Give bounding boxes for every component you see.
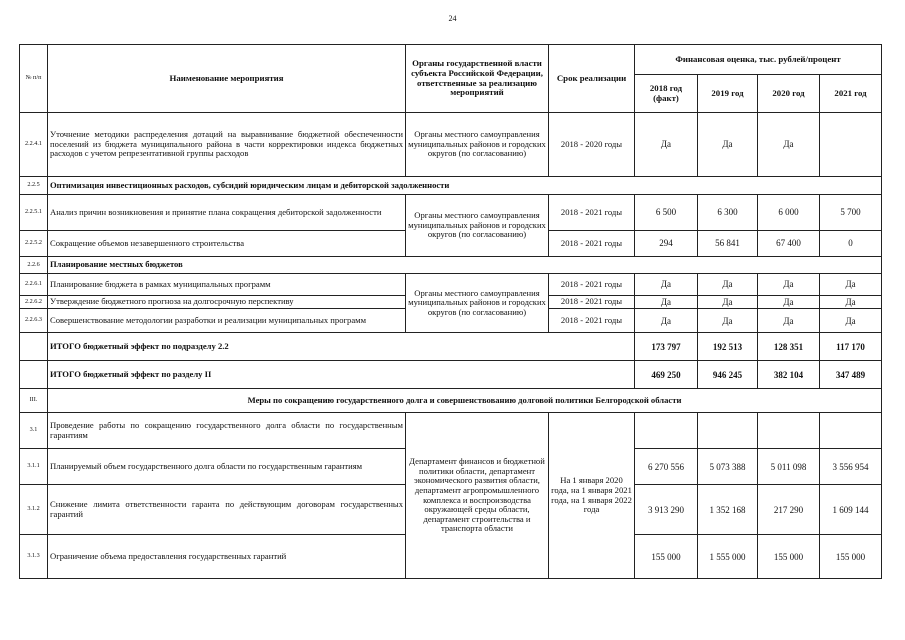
row-organs: Органы местного самоуправления муниципальных районов и городских округов (по согласованию) xyxy=(406,274,549,333)
row-name: Анализ причин возникновения и принятие плана сокращения дебиторской задолженности xyxy=(48,195,406,231)
row-name: Планирование бюджета в рамках муниципальных программ xyxy=(48,274,406,296)
table-row xyxy=(20,413,882,449)
section-title: Оптимизация инвестиционных расходов, субсидий юридическим лицам и дебиторской задолженности xyxy=(48,177,882,195)
row-name: Уточнение методики распределения дотаций на выравнивание бюджетной обеспеченности поселений из бюджета муниципального района в части корректировки индекса бюджетных расходов с учетом репрезентативной группы расходов xyxy=(48,113,406,177)
row-value-2019: Да xyxy=(698,296,758,309)
measures-table xyxy=(19,44,882,579)
row-value-2020: Да xyxy=(758,296,820,309)
row-name: Совершенствование методологии разработки и реализации муниципальных программ xyxy=(48,309,406,333)
table-row xyxy=(20,195,882,231)
row-value-2020 xyxy=(758,413,820,449)
row-value-2018: 294 xyxy=(635,231,698,257)
section-num: 2.2.5 xyxy=(20,177,48,195)
total-label: ИТОГО бюджетный эффект по подразделу 2.2 xyxy=(48,333,635,361)
row-value-2019: Да xyxy=(698,113,758,177)
row-value-2021 xyxy=(820,413,882,449)
row-name: Проведение работы по сокращению государственного долга области по государственным гарантиям xyxy=(48,413,406,449)
row-num: 3.1.2 xyxy=(20,485,48,535)
row-value-2019: 56 841 xyxy=(698,231,758,257)
section-title: Планирование местных бюджетов xyxy=(48,257,882,274)
header-finance: Финансовая оценка, тыс. рублей/процент xyxy=(635,45,882,75)
row-value-2019: Да xyxy=(698,274,758,296)
total-value-2021: 347 489 xyxy=(820,361,882,389)
row-name: Сокращение объемов незавершенного строительства xyxy=(48,231,406,257)
row-num: 2.2.5.2 xyxy=(20,231,48,257)
row-value-2019 xyxy=(698,413,758,449)
row-value-2019: 6 300 xyxy=(698,195,758,231)
row-name: Планируемый объем государственного долга области по государственным гарантиям xyxy=(48,449,406,485)
total-value-2019: 192 513 xyxy=(698,333,758,361)
total-label: ИТОГО бюджетный эффект по разделу II xyxy=(48,361,635,389)
row-period: 2018 - 2021 годы xyxy=(549,195,635,231)
header-2019: 2019 год xyxy=(698,75,758,113)
header-row-1 xyxy=(20,45,882,75)
row-num: 3.1.1 xyxy=(20,449,48,485)
row-value-2019: 5 073 388 xyxy=(698,449,758,485)
row-period: На 1 января 2020 года, на 1 января 2021 года, на 1 января 2022 года xyxy=(549,413,635,579)
total-row-2 xyxy=(20,361,882,389)
header-period: Срок реализации xyxy=(549,45,635,113)
row-name: Утверждение бюджетного прогноза на долгосрочную перспективу xyxy=(48,296,406,309)
total-value-2021: 117 170 xyxy=(820,333,882,361)
total-num xyxy=(20,333,48,361)
row-value-2020: Да xyxy=(758,113,820,177)
row-num: 2.2.4.1 xyxy=(20,113,48,177)
total-value-2018: 173 797 xyxy=(635,333,698,361)
row-num: 2.2.5.1 xyxy=(20,195,48,231)
row-organs: Органы местного самоуправления муниципальных районов и городских округов (по согласованию) xyxy=(406,113,549,177)
row-value-2018: Да xyxy=(635,309,698,333)
row-num: 2.2.6.1 xyxy=(20,274,48,296)
row-value-2021: 3 556 954 xyxy=(820,449,882,485)
row-value-2021: 1 609 144 xyxy=(820,485,882,535)
row-value-2020: 5 011 098 xyxy=(758,449,820,485)
row-value-2021 xyxy=(820,113,882,177)
total-row-2-2 xyxy=(20,333,882,361)
row-value-2020: 155 000 xyxy=(758,535,820,579)
table-row xyxy=(20,113,882,177)
section-title: Меры по сокращению государственного долга и совершенствованию долговой политики Белгородской области xyxy=(48,389,882,413)
row-value-2019: Да xyxy=(698,309,758,333)
header-2018: 2018 год (факт) xyxy=(635,75,698,113)
row-value-2018: Да xyxy=(635,296,698,309)
row-value-2021: 5 700 xyxy=(820,195,882,231)
row-value-2018: 3 913 290 xyxy=(635,485,698,535)
row-name: Снижение лимита ответственности гаранта по действующим договорам государственных гарантий xyxy=(48,485,406,535)
row-value-2021: Да xyxy=(820,296,882,309)
row-name: Ограничение объема предоставления государственных гарантий xyxy=(48,535,406,579)
row-value-2018: 155 000 xyxy=(635,535,698,579)
row-num: 3.1 xyxy=(20,413,48,449)
total-num xyxy=(20,361,48,389)
header-2021: 2021 год xyxy=(820,75,882,113)
row-num: 3.1.3 xyxy=(20,535,48,579)
row-organs: Органы местного самоуправления муниципальных районов и городских округов (по согласованию) xyxy=(406,195,549,257)
row-value-2018: 6 500 xyxy=(635,195,698,231)
row-period: 2018 - 2021 годы xyxy=(549,296,635,309)
row-value-2021: 0 xyxy=(820,231,882,257)
table-row xyxy=(20,274,882,296)
row-value-2021: Да xyxy=(820,274,882,296)
row-value-2018 xyxy=(635,413,698,449)
page-number: 24 xyxy=(448,14,457,23)
row-value-2020: 67 400 xyxy=(758,231,820,257)
row-value-2018: 6 270 556 xyxy=(635,449,698,485)
section-row xyxy=(20,257,882,274)
row-value-2018: Да xyxy=(635,113,698,177)
section-num: 2.2.6 xyxy=(20,257,48,274)
section-row xyxy=(20,389,882,413)
row-num: 2.2.6.2 xyxy=(20,296,48,309)
row-value-2020: 6 000 xyxy=(758,195,820,231)
total-value-2020: 382 104 xyxy=(758,361,820,389)
row-value-2020: Да xyxy=(758,309,820,333)
row-value-2019: 1 555 000 xyxy=(698,535,758,579)
total-value-2018: 469 250 xyxy=(635,361,698,389)
row-value-2021: Да xyxy=(820,309,882,333)
row-num: 2.2.6.3 xyxy=(20,309,48,333)
row-value-2019: 1 352 168 xyxy=(698,485,758,535)
row-period: 2018 - 2020 годы xyxy=(549,113,635,177)
total-value-2019: 946 245 xyxy=(698,361,758,389)
row-value-2021: 155 000 xyxy=(820,535,882,579)
row-value-2018: Да xyxy=(635,274,698,296)
row-period: 2018 - 2021 годы xyxy=(549,274,635,296)
row-organs: Департамент финансов и бюджетной политики области, департамент экономического развития области, департамент агропромышленного комплекса и воспроизводства окружающей среды области, департамент строительства и транспорта области xyxy=(406,413,549,579)
section-num: III. xyxy=(20,389,48,413)
header-organs: Органы государственной власти субъекта Российской Федерации, ответственные за реализацию мероприятий xyxy=(406,45,549,113)
total-value-2020: 128 351 xyxy=(758,333,820,361)
row-value-2020: Да xyxy=(758,274,820,296)
header-2020: 2020 год xyxy=(758,75,820,113)
row-period: 2018 - 2021 годы xyxy=(549,309,635,333)
section-row xyxy=(20,177,882,195)
header-num: № п/п xyxy=(20,45,48,113)
row-period: 2018 - 2021 годы xyxy=(549,231,635,257)
header-name: Наименование мероприятия xyxy=(48,45,406,113)
row-value-2020: 217 290 xyxy=(758,485,820,535)
